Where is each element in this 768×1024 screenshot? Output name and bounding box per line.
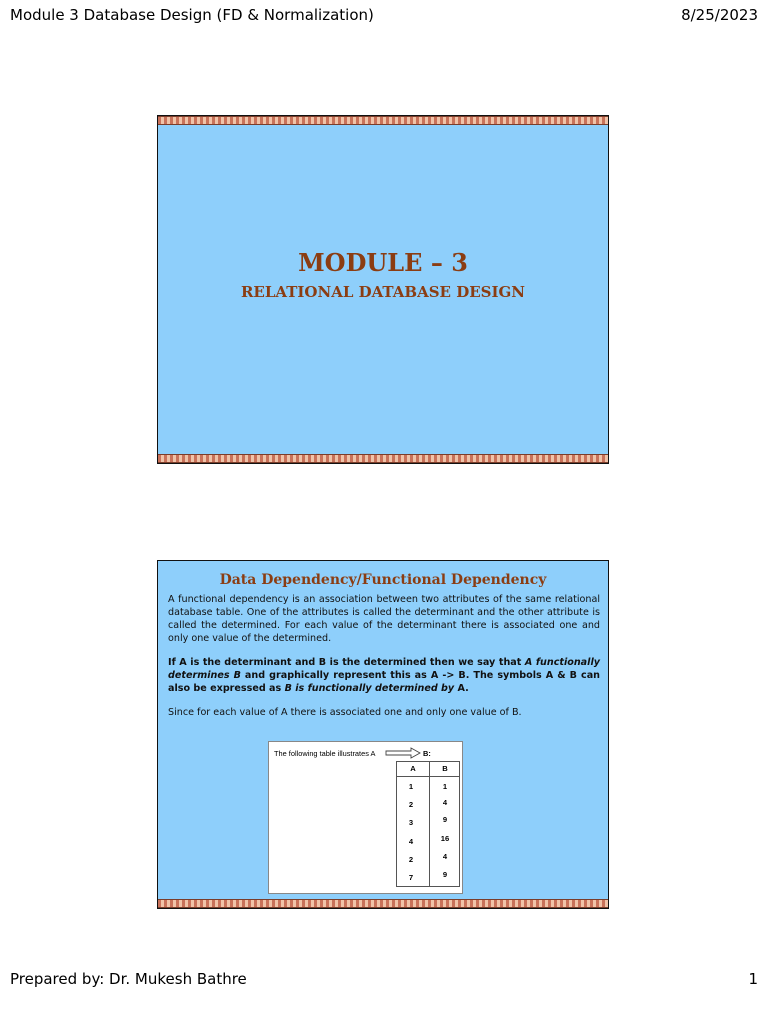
table-cell: 9 [442, 870, 448, 879]
notation-text-2: and graphically represent this as A -> B. The symbols A & B can also be expressed as [168, 670, 600, 694]
decorative-band-top [158, 116, 608, 125]
page-header-date: 8/25/2023 [681, 6, 758, 24]
table-cell: 1 [442, 782, 448, 791]
example-table-figure [268, 741, 463, 894]
table-cell: 4 [442, 798, 448, 807]
slide-subtitle: RELATIONAL DATABASE DESIGN [240, 283, 526, 301]
table-cell: 7 [408, 873, 414, 882]
right-arrow-icon [385, 747, 421, 759]
figure-caption-end: B: [423, 749, 431, 758]
dependency-table [396, 761, 460, 887]
table-header-divider [397, 776, 459, 777]
table-cell: 4 [442, 852, 448, 861]
decorative-band-bottom [158, 899, 608, 908]
table-cell: 4 [408, 837, 414, 846]
slide-module-title [157, 115, 609, 464]
table-cell: 2 [408, 800, 414, 809]
figure-caption: The following table illustrates A [274, 749, 376, 758]
table-cell: 16 [440, 834, 450, 843]
page-number: 1 [748, 970, 758, 988]
decorative-band-bottom [158, 454, 608, 463]
paragraph-notation [168, 656, 600, 695]
page-header-title: Module 3 Database Design (FD & Normalization) [10, 6, 374, 24]
notation-italic-1: A functionally determines B [168, 657, 600, 681]
slide-functional-dependency [157, 560, 609, 909]
table-cell: 2 [408, 855, 414, 864]
table-cell: 3 [408, 818, 414, 827]
slide-title: MODULE – 3 [298, 248, 468, 277]
paragraph-conclusion: Since for each value of A there is associated one and only one value of B. [168, 707, 522, 718]
notation-text-1: If A is the determinant and B is the determined then we say that [168, 657, 525, 668]
slide-body [168, 593, 600, 730]
slide-title: Data Dependency/Functional Dependency [219, 572, 547, 588]
paragraph-definition: A functional dependency is an association between two attributes of the same relational database table. One of the attributes is called the determinant and the other attribute is called the determined. For each value of the determinant there is associated one and only one value of the determined. [168, 594, 600, 644]
table-header-b: B [442, 764, 448, 773]
page-footer-author: Prepared by: Dr. Mukesh Bathre [10, 970, 247, 988]
table-cell: 9 [442, 815, 448, 824]
notation-text-3: A. [454, 683, 469, 694]
notation-italic-2: B is functionally determined by [284, 683, 455, 694]
table-column-divider [429, 762, 430, 886]
table-cell: 1 [408, 782, 414, 791]
table-header-a: A [410, 764, 416, 773]
